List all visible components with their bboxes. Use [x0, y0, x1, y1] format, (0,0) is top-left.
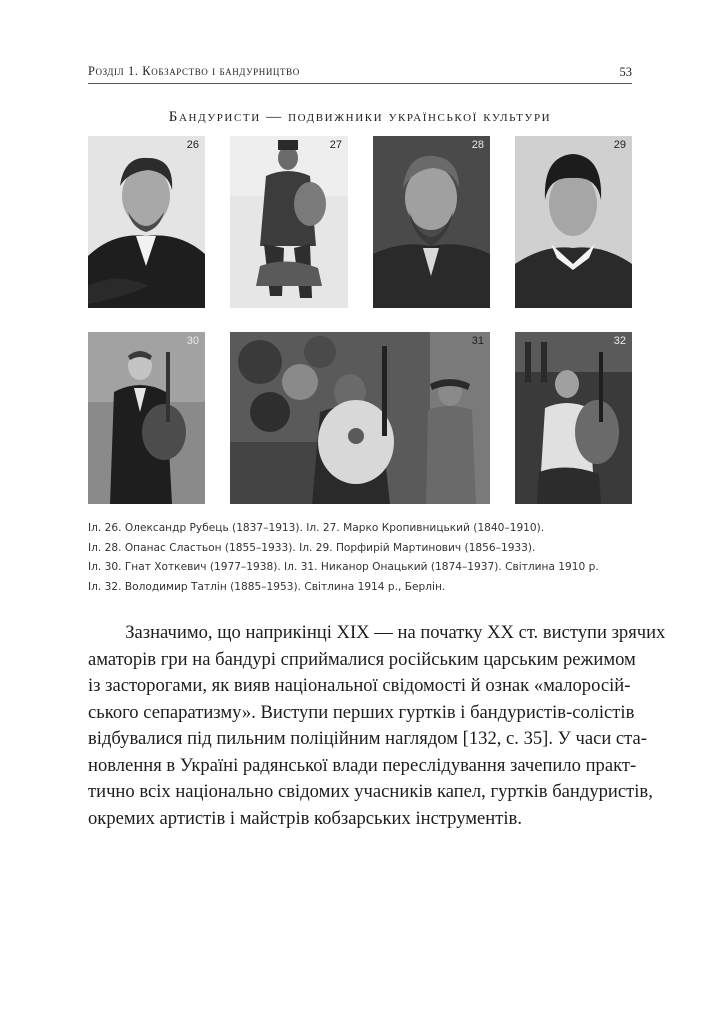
section-title: Бандуристи — подвижники української культури [168, 109, 552, 125]
photo-number: 28 [471, 139, 484, 151]
body-paragraph [88, 620, 666, 832]
photo-number: 27 [329, 139, 342, 151]
photo-30 [88, 332, 205, 504]
seated-musician-photo-icon [230, 136, 348, 308]
photo-number: 30 [186, 335, 199, 347]
paragraph-line: новлення в Україні радянської влади переслідування зачепило практ- [88, 754, 637, 776]
paragraph-line: відбувалися під пильним поліційним наглядом [132, с. 35]. У часи ста- [88, 728, 647, 749]
figure-captions [88, 519, 638, 597]
caption-line: Іл. 28. Опанас Сластьон (1855–1933). Іл. 29. Порфирій Мартинович (1856–1933). [88, 541, 536, 554]
paragraph-line: Зазначимо, що наприкінці XIX — на початку XX ст. виступи зрячих [88, 622, 666, 643]
paragraph-line: ського сепаратизму». Виступи перших гуртків і бандуристів-солістів [88, 701, 635, 723]
caption-line: Іл. 26. Олександр Рубець (1837–1913). Іл. 27. Марко Кропивницький (1840–1910). [88, 522, 545, 534]
paragraph-line: окремих артистів і майстрів кобзарських інструментів. [88, 807, 522, 829]
paragraph-line: із засторогами, як вияв національної свідомості й ознак «малоросій- [88, 675, 631, 696]
chapter-title: Розділ 1. Кобзарство і бандурництво [88, 64, 300, 78]
photo-31 [230, 332, 490, 504]
musician-photo-icon [515, 332, 632, 504]
portrait-photo-icon [373, 136, 490, 308]
caption-line: Іл. 32. Володимир Татлін (1885–1953). Світлина 1914 р., Берлін. [88, 580, 446, 593]
photo-number: 29 [613, 139, 626, 151]
running-header [88, 64, 632, 84]
photo-28 [373, 136, 490, 308]
musician-photo-icon [88, 332, 205, 504]
caption-line: Іл. 30. Гнат Хоткевич (1977–1938). Іл. 31. Никанор Онацький (1874–1937). Світлина 1910 р. [88, 561, 599, 573]
paragraph-line: тично всіх національно свідомих учасників капел, гуртків бандуристів, [88, 781, 653, 802]
page-number: 53 [619, 65, 632, 79]
portrait-photo-icon [88, 136, 205, 308]
group-photo-icon [230, 332, 490, 504]
photo-32 [515, 332, 632, 504]
photo-26 [88, 136, 205, 308]
photo-number: 32 [613, 335, 626, 347]
photo-27 [230, 136, 348, 308]
photo-number: 26 [186, 139, 199, 151]
portrait-photo-icon [515, 136, 632, 308]
paragraph-line: аматорів гри на бандурі сприймалися російським царським режимом [88, 648, 636, 670]
photo-29 [515, 136, 632, 308]
photo-number: 31 [471, 335, 484, 347]
